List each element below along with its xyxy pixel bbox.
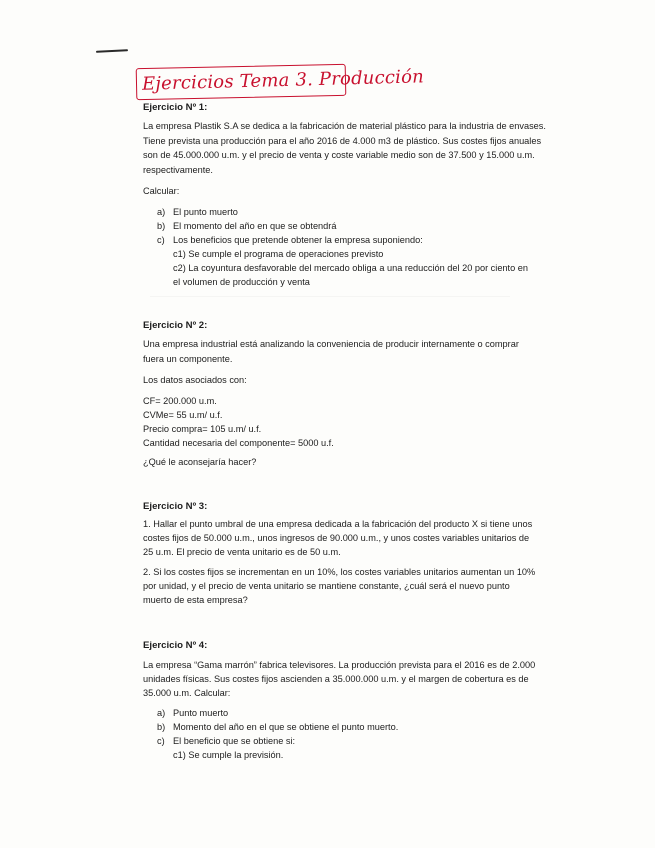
- ex2-data-intro: Los datos asociados con:: [143, 375, 247, 385]
- ex4-sub-item: c1) Se cumple la previsión.: [173, 750, 284, 760]
- ex3-p1-line: 1. Hallar el punto umbral de una empresa dedicada a la fabricación del producto X si tiene unos: [143, 519, 533, 529]
- ex2-para-line: Una empresa industrial está analizando la conveniencia de producir internamente o comprar: [143, 339, 519, 349]
- handwritten-title: Ejercicios Tema 3. Producción: [141, 66, 425, 95]
- ex1-sub-item: c2) La coyuntura desfavorable del mercado obliga a una reducción del 20 por ciento en: [173, 263, 528, 273]
- ex4-item-marker: b): [157, 722, 166, 732]
- ex4-para-line: 35.000 u.m. Calcular:: [143, 688, 231, 698]
- pen-stroke-mark: [96, 49, 128, 53]
- ex1-sub-item: el volumen de producción y venta: [173, 277, 310, 287]
- ex1-item-text: Los beneficios que pretende obtener la empresa suponiendo:: [173, 235, 423, 245]
- ex4-item-text: Momento del año en el que se obtiene el punto muerto.: [173, 722, 399, 732]
- ex3-p1-line: 25 u.m. El precio de venta unitario es de 50 u.m.: [143, 547, 341, 557]
- ex3-p2-line: muerto de esta empresa?: [143, 595, 248, 605]
- ex2-data-line: CF= 200.000 u.m.: [143, 396, 217, 406]
- ex4-item-marker: c): [157, 736, 165, 746]
- ex1-item-text: El punto muerto: [173, 207, 238, 217]
- ex3-heading: Ejercicio Nº 3:: [143, 501, 208, 512]
- ex4-item-text: Punto muerto: [173, 708, 229, 718]
- ex2-para-line: fuera un componente.: [143, 354, 233, 364]
- ex3-p2-line: 2. Si los costes fijos se incrementan en un 10%, los costes variables unitarios aumentan un 10%: [143, 567, 536, 577]
- ex2-heading: Ejercicio Nº 2:: [143, 320, 208, 331]
- ex1-para-line: La empresa Plastik S.A se dedica a la fabricación de material plástico para la industria de envases.: [143, 121, 546, 131]
- ex4-para-line: unidades físicas. Sus costes fijos ascienden a 35.000.000 u.m. y el margen de cobertura es de: [143, 674, 529, 684]
- ex1-para-line: respectivamente.: [143, 165, 213, 175]
- ex3-p2-line: por unidad, y el precio de venta unitario se mantiene constante, ¿cuál será el nuevo punto: [143, 581, 510, 591]
- ex4-item-marker: a): [157, 708, 166, 718]
- ex1-item-text: El momento del año en que se obtendrá: [173, 221, 337, 231]
- bleed-through-shadow: [150, 296, 510, 297]
- ex4-item-text: El beneficio que se obtiene si:: [173, 736, 296, 746]
- ex1-heading: Ejercicio Nº 1:: [143, 102, 208, 113]
- ex1-sub-item: c1) Se cumple el programa de operaciones previsto: [173, 249, 384, 259]
- ex1-para-line: Tiene prevista una producción para el año 2016 de 4.000 m3 de plástico. Sus costes fijos anuales: [143, 136, 542, 146]
- ex4-heading: Ejercicio Nº 4:: [143, 640, 208, 651]
- ex4-para-line: La empresa “Gama marrón” fabrica televisores. La producción prevista para el 2016 es de 2.000: [143, 660, 536, 670]
- ex2-data-line: CVMe= 55 u.m/ u.f.: [143, 410, 223, 420]
- ex1-item-marker: a): [157, 207, 166, 217]
- ex2-data-line: Precio compra= 105 u.m/ u.f.: [143, 424, 262, 434]
- ex3-p1-line: costes fijos de 50.000 u.m., unos ingresos de 90.000 u.m., y unos costes variables unitarios de: [143, 533, 530, 543]
- ex2-data-line: Cantidad necesaria del componente= 5000 u.f.: [143, 438, 334, 448]
- ex1-item-marker: b): [157, 221, 166, 231]
- ex2-question: ¿Qué le aconsejaría hacer?: [143, 457, 257, 467]
- ex1-calcular: Calcular:: [143, 186, 180, 196]
- ex1-para-line: son de 45.000.000 u.m. y el precio de venta y coste variable medio son de 37.500 y 15.000 u.m.: [143, 150, 535, 160]
- ex1-item-marker: c): [157, 235, 165, 245]
